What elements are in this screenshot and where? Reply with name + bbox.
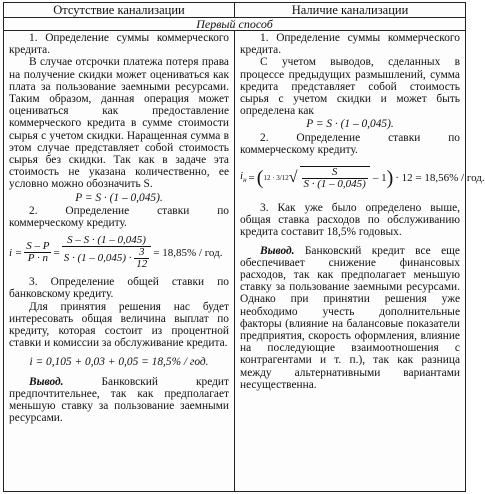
header-right: Наличие канализации: [235, 3, 466, 18]
left-explanation: В случае отсрочки платежа потеря права на получение скидки может оцениваться как плата за пользование заемными ресурсами. Таким образом, данная операция может оцениваться как предоставление коммерческого кредита в сумме стоимости сырья с учетом скидки. Наращенная сумма в этом случае представляет собой стоимость сырья без скидки. Так как в задаче эта стоимость не указана количественно, ее условно можно обозначить S.: [9, 56, 229, 191]
right-step3: 3. Как уже было определено выше, общая ставка расходов по обслуживанию кредита составит 18,5% годовых.: [240, 202, 460, 239]
left-f2-rhs-num: S – S · (1 – 0,045): [62, 235, 152, 247]
right-conclusion-lead: Вывод.: [260, 244, 295, 257]
left-column: [4, 31, 235, 492]
left-conclusion-text: Банковский кредит предпочтительнее, так как предполагает меньшую ставку за пользование заемными ресурсами.: [9, 375, 229, 425]
right-column: [235, 31, 485, 492]
comparison-table: [3, 2, 485, 492]
left-formula-1: P = S · (1 – 0,045).: [75, 191, 163, 204]
left-f2-rhs-den: [62, 247, 152, 270]
right-formula-1: P = S · (1 – 0,045).: [306, 118, 394, 131]
right-f2-close-paren: ): [386, 167, 394, 190]
right-explanation: С учетом выводов, сделанных в процессе предыдущих размышлений, сумма кредита представляет собой стоимость сырья с учетом скидки и может быть определена как: [240, 56, 460, 118]
right-step2: 2. Определение ставки по коммерческому кредиту.: [240, 131, 460, 156]
left-f2-rhs-fraction: [62, 235, 152, 270]
left-conclusion-lead: Вывод.: [29, 375, 64, 388]
left-step2: 2. Определение ставки по коммерческому кредиту.: [9, 204, 229, 230]
left-f2-result: = 18,85% / год.: [153, 246, 223, 259]
left-f2-i: i =: [9, 246, 23, 259]
right-f2-root-index: 12 · 3/12: [263, 173, 289, 182]
right-f2-minus: – 1: [372, 171, 387, 184]
left-f2-period-fraction: [134, 247, 149, 270]
right-conclusion: [240, 245, 460, 391]
right-f2-open-paren: (: [256, 167, 264, 190]
left-f2-lhs-den: P · n: [27, 252, 48, 265]
left-formula-3: i = 0,105 + 0,03 + 0,05 = 18,5% / год.: [29, 356, 209, 369]
left-step3-explanation: Для принятия решения нас будет интересовать общая величина выплат по кредиту, которая состоит из процентной ставки и комиссии за обслуживание кредита.: [9, 300, 229, 350]
right-formula-2: $i_н$ = ( 12 · 3/12 √ $\frac{S}{S \cdot (1 - 0,045)}$ – 1 ) · 12 = 18,56% / год.: [240, 166, 485, 191]
left-conclusion: [9, 376, 229, 425]
right-f2-den: S · (1 – 0,045): [303, 178, 366, 191]
left-f2-lhs-num: S – P: [26, 240, 50, 253]
right-f2-root-sign: √: [288, 168, 298, 186]
left-f2-lhs-fraction: [24, 241, 51, 264]
left-f2-rhs-den-text: S · (1 – 0,045) ·: [63, 252, 132, 265]
left-f2-period-num: 3: [134, 247, 149, 259]
right-f2-result: · 12 = 18,56% / год.: [395, 171, 485, 184]
right-f2-radicand: [300, 166, 370, 190]
right-f2-i-sub: н: [243, 176, 247, 185]
left-step3: 3. Определение общей ставки по банковскому кредиту.: [9, 276, 229, 301]
right-f2-num: S: [302, 167, 368, 179]
right-step1: 1. Определение суммы коммерческого кредита.: [240, 32, 460, 57]
right-f2-i: [240, 170, 247, 186]
left-formula-2: i = $\frac{S - P}{P \cdot n}$ = S – S · (1 – 0,045) S · (1 – 0,045) · $\frac{3}{12}$ = 18,85% / год.: [9, 234, 223, 271]
left-f2-period-den: 12: [136, 258, 148, 271]
header-left: Отсутствие канализации: [4, 3, 235, 18]
right-conclusion-text: Банковский кредит все еще обеспечивает снижение финансовых расходов, так как предполагает меньшую ставку за пользование заемными ресурсами. Однако при принятии решения уже необходимо учесть дополнительные факторы (влияние на балансовые показатели предприятия, скорость оформления, влияние на последующие взаимоотношения с контрагентами и т. п.), так как разница между альтернативными вариантами несущественна.: [240, 244, 460, 391]
right-f2-i-letter: i: [240, 169, 244, 182]
left-step1: 1. Определение суммы коммерческого кредита.: [9, 32, 229, 57]
method-title: Первый способ: [4, 18, 466, 31]
right-f2-fraction: [302, 167, 368, 190]
